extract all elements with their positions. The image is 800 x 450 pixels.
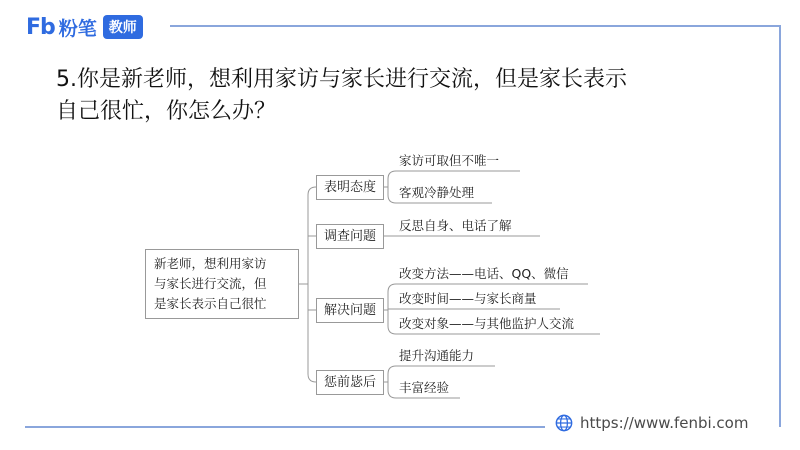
- leaf-1-1: 家访可取但不唯一: [399, 153, 500, 168]
- root-line-2: 与家长进行交流，但: [154, 276, 267, 291]
- logo-brand-name: 粉笔: [58, 17, 97, 40]
- sub-spine-4: [388, 366, 396, 398]
- branch-node-1: 表明态度: [316, 175, 384, 200]
- leaf-3-3: 改变对象——与其他监护人交流: [399, 316, 575, 331]
- sub-spine-1: [388, 171, 396, 203]
- main-spine: [308, 187, 316, 382]
- branch-node-3: 解决问题: [316, 298, 384, 323]
- leaf-3-1: 改变方法——电话、QQ、微信: [399, 266, 569, 281]
- root-line-3: 是家长表示自己很忙: [154, 296, 267, 311]
- leaf-4-1: 提升沟通能力: [399, 348, 475, 363]
- branch-node-4: 惩前毖后: [316, 370, 384, 395]
- root-line-1: 新老师，想利用家访: [154, 256, 267, 271]
- leaf-3-2: 改变时间——与家长商量: [399, 291, 537, 306]
- leaf-4-2: 丰富经验: [399, 380, 450, 395]
- footer-url-text[interactable]: https://www.fenbi.com: [580, 414, 749, 432]
- leaf-1-2: 客观冷静处理: [399, 185, 475, 200]
- logo-mark: Fb: [26, 14, 55, 40]
- mind-map-root-node: [145, 249, 299, 319]
- logo-badge: 教师: [103, 15, 143, 39]
- footer-url[interactable]: [555, 414, 748, 432]
- branch-node-2: 调查问题: [316, 224, 384, 249]
- globe-icon: [555, 414, 573, 432]
- question-line-1: 5.你是新老师，想利用家访与家长进行交流，但是家长表示: [56, 67, 627, 92]
- question-line-2: 自己很忙，你怎么办？: [56, 99, 277, 124]
- leaf-2-1: 反思自身、电话了解: [399, 218, 512, 233]
